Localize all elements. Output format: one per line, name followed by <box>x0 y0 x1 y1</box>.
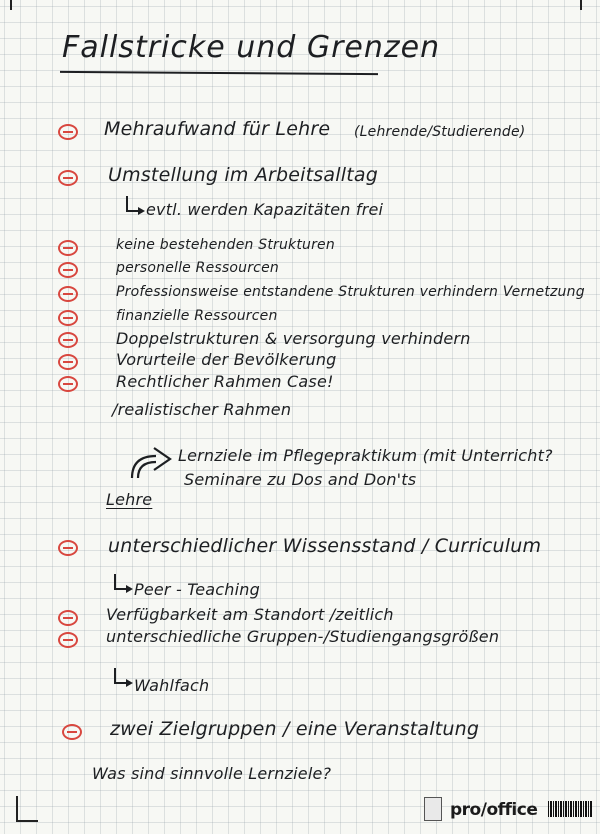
item-seminare: Seminare zu Dos and Don'ts <box>184 470 417 489</box>
minus-icon <box>58 240 78 256</box>
item-frage: Was sind sinnvolle Lernziele? <box>92 764 332 783</box>
curved-arrow-icon <box>126 442 174 482</box>
brand-icon <box>424 797 442 821</box>
minus-icon <box>58 540 78 556</box>
item-mehraufwand: Mehraufwand für Lehre <box>104 118 331 140</box>
item-umstellung-sub: evtl. werden Kapazitäten frei <box>146 200 384 219</box>
item-wahlfach: Wahlfach <box>134 676 210 695</box>
minus-icon <box>58 286 78 302</box>
minus-icon <box>58 310 78 326</box>
item-zielgruppen: zwei Zielgruppen / eine Veranstaltung <box>110 718 480 740</box>
item-realistisch: /realistischer Rahmen <box>112 400 292 419</box>
title-underline <box>60 71 378 75</box>
minus-icon <box>58 332 78 348</box>
item-personell: personelle Ressourcen <box>116 260 279 276</box>
item-finanziell: finanzielle Ressourcen <box>116 308 278 324</box>
minus-icon <box>58 610 78 626</box>
page-title: Fallstricke und Grenzen <box>62 30 441 65</box>
minus-icon <box>58 632 78 648</box>
item-professionsweise: Professionsweise entstandene Strukturen verhindern Vernetzung <box>116 284 585 300</box>
minus-icon <box>58 354 78 370</box>
item-peer: Peer - Teaching <box>134 580 260 599</box>
corner-mark-top-left <box>10 0 12 10</box>
item-umstellung: Umstellung im Arbeitsalltag <box>108 164 378 186</box>
barcode <box>548 801 592 817</box>
minus-icon <box>58 170 78 186</box>
item-wissensstand: unterschiedlicher Wissensstand / Curriculum <box>108 535 542 557</box>
minus-icon <box>58 262 78 278</box>
item-doppelstrukturen: Doppelstrukturen & versorgung verhindern <box>116 329 471 348</box>
item-strukturen: keine bestehenden Strukturen <box>116 237 335 253</box>
item-lernziele: Lernziele im Pflegepraktikum (mit Unterricht? <box>178 446 553 465</box>
section-heading-lehre: Lehre <box>106 490 153 509</box>
item-rahmen: Rechtlicher Rahmen Case! <box>116 372 334 391</box>
minus-icon <box>58 376 78 392</box>
arrow-sub-icon <box>114 574 126 590</box>
minus-icon <box>58 124 78 140</box>
corner-mark-bottom-left-v <box>16 796 18 822</box>
arrow-sub-icon <box>126 196 138 212</box>
item-gruppen: unterschiedliche Gruppen-/Studiengangsgrößen <box>106 627 500 646</box>
item-mehraufwand-note: (Lehrende/Studierende) <box>354 124 526 140</box>
arrow-sub-icon <box>114 668 126 684</box>
item-vorurteile: Vorurteile der Bevölkerung <box>116 350 337 369</box>
minus-icon <box>62 724 82 740</box>
corner-mark-bottom-left-h <box>16 820 38 822</box>
corner-mark-top-right <box>580 0 582 10</box>
item-verfuegbarkeit: Verfügbarkeit am Standort /zeitlich <box>106 605 394 624</box>
brand-logo: pro/office <box>450 800 538 820</box>
